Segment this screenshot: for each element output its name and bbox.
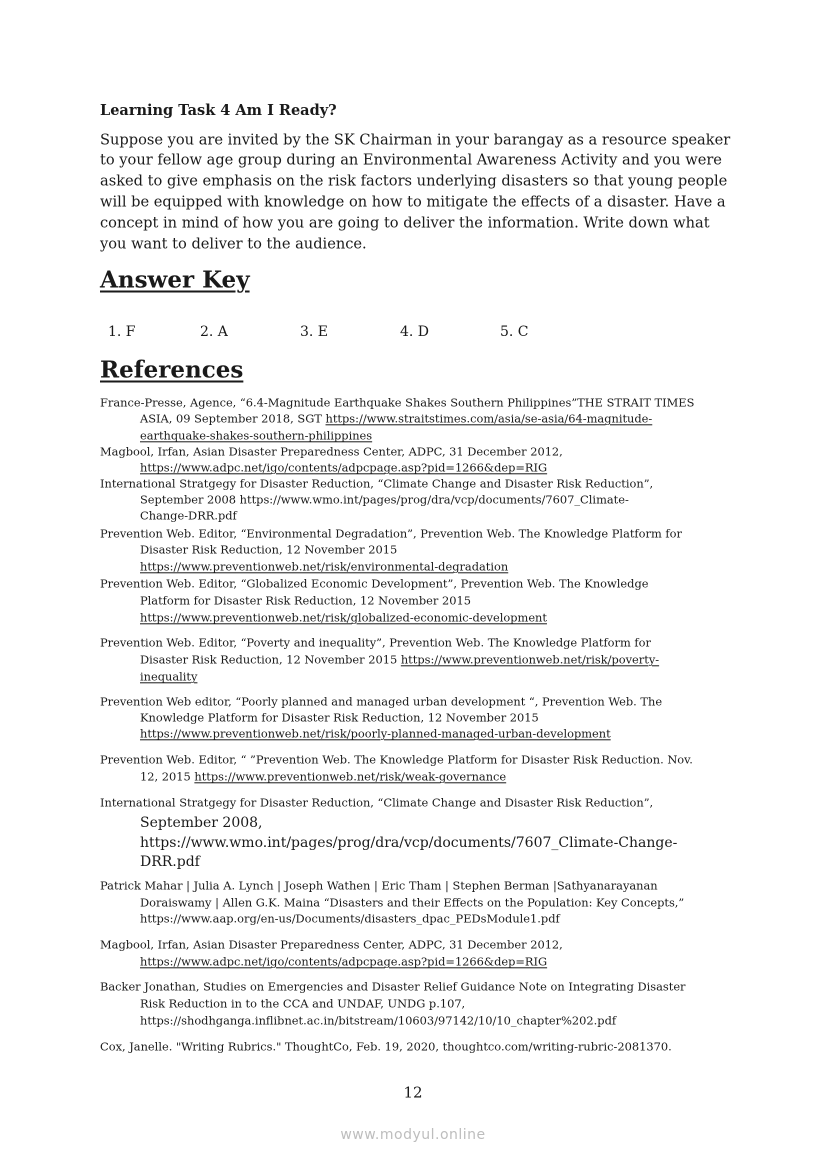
- reference-text: International Stratgegy for Disaster Reduction, “Climate Change and Disaster Risk Reduction”,: [100, 795, 654, 810]
- reference-line: [140, 430, 372, 441]
- references-heading: References: [100, 356, 244, 384]
- reference-text: DRR.pdf: [140, 854, 200, 870]
- reference-line: [140, 494, 629, 505]
- reference-text: Cox, Janelle. "Writing Rubrics." ThoughtCo, Feb. 19, 2020, thoughtco.com/writing-rubric-2081370.: [100, 1039, 672, 1054]
- paragraph-line: to your fellow age group during an Environmental Awareness Activity and you were: [100, 151, 722, 169]
- reference-line: [100, 446, 563, 457]
- reference-line: [140, 544, 397, 555]
- reference-text: Patrick Mahar | Julia A. Lynch | Joseph Wathen | Eric Tham | Stephen Berman |Sathyanarayanan: [100, 878, 658, 893]
- paragraph-line: you want to deliver to the audience.: [100, 235, 367, 253]
- reference-text: Disaster Risk Reduction, 12 November 2015: [140, 542, 398, 557]
- reference-line: [140, 595, 471, 606]
- watermark: www.modyul.online: [340, 1127, 486, 1143]
- answer-item: 2. A: [200, 324, 228, 340]
- reference-line: [140, 671, 197, 682]
- reference-link[interactable]: https://www.preventionweb.net/risk/poverty-: [400, 652, 660, 667]
- reference-text: Doraiswamy | Allen G.K. Maina “Disasters and their Effects on the Population: Key Concepts,”: [140, 895, 685, 910]
- reference-line: [100, 696, 662, 707]
- reference-link[interactable]: https://www.preventionweb.net/risk/environmental-degradation: [140, 559, 509, 574]
- reference-line: [100, 528, 682, 539]
- reference-line: [100, 1041, 672, 1052]
- reference-line: [140, 561, 508, 572]
- reference-line: [140, 816, 263, 830]
- reference-text: https://shodhganga.inflibnet.ac.in/bitstream/10603/97142/10/10_chapter%202.pdf: [140, 1013, 617, 1028]
- answer-item: 1. F: [108, 324, 136, 340]
- reference-text: September 2008,: [140, 815, 263, 831]
- answer-key-heading: Answer Key: [100, 266, 250, 294]
- reference-line: [100, 754, 693, 765]
- paragraph-line: asked to give emphasis on the risk factors underlying disasters so that young people: [100, 172, 728, 190]
- answer-item: 3. E: [300, 324, 329, 340]
- reference-text: September 2008 https://www.wmo.int/pages/prog/dra/vcp/documents/7607_Climate-: [140, 492, 629, 507]
- reference-line: [100, 578, 648, 589]
- reference-text: 12, 2015: [140, 769, 195, 784]
- reference-line: [140, 956, 547, 967]
- reference-link[interactable]: https://www.preventionweb.net/risk/weak-governance: [194, 769, 507, 784]
- reference-line: [140, 728, 611, 739]
- reference-text: Backer Jonathan, Studies on Emergencies and Disaster Relief Guidance Note on Integrating Disaster: [100, 979, 686, 994]
- reference-line: [140, 510, 237, 521]
- reference-line: [140, 654, 659, 665]
- reference-text: ASIA, 09 September 2018, SGT: [140, 411, 326, 426]
- answer-item: 4. D: [400, 324, 430, 340]
- reference-text: Prevention Web. Editor, “Environmental Degradation”, Prevention Web. The Knowledge Platform for: [100, 526, 682, 541]
- reference-link[interactable]: inequality: [140, 669, 198, 684]
- reference-link[interactable]: https://www.straitstimes.com/asia/se-asia/64-magnitude-: [325, 411, 653, 426]
- reference-link[interactable]: https://www.preventionweb.net/risk/poorly-planned-managed-urban-development: [140, 726, 611, 741]
- reference-text: Prevention Web. Editor, “Poverty and inequality”, Prevention Web. The Knowledge Platform for: [100, 635, 651, 650]
- page-number: 12: [403, 1083, 423, 1102]
- paragraph-line: concept in mind of how you are going to deliver the information. Write down what: [100, 214, 710, 232]
- reference-text: Magbool, Irfan, Asian Disaster Preparedness Center, ADPC, 31 December 2012,: [100, 444, 563, 459]
- reference-text: Prevention Web. Editor, “Globalized Economic Development”, Prevention Web. The Knowledge: [100, 576, 649, 591]
- reference-link[interactable]: https://www.preventionweb.net/risk/globalized-economic-development: [140, 610, 547, 625]
- reference-line: [140, 612, 547, 623]
- reference-line: [140, 1015, 616, 1026]
- reference-line: [140, 998, 465, 1009]
- reference-line: [140, 913, 560, 924]
- reference-text: Platform for Disaster Risk Reduction, 12 November 2015: [140, 593, 471, 608]
- reference-line: [100, 797, 653, 808]
- reference-line: [100, 478, 653, 489]
- reference-line: [140, 836, 677, 850]
- reference-line: [100, 397, 694, 408]
- reference-text: Magbool, Irfan, Asian Disaster Preparedness Center, ADPC, 31 December 2012,: [100, 937, 563, 952]
- reference-line: [140, 855, 200, 869]
- reference-line: [140, 413, 652, 424]
- reference-text: Knowledge Platform for Disaster Risk Reduction, 12 November 2015: [140, 710, 539, 725]
- reference-text: Prevention Web editor, “Poorly planned and managed urban development “, Prevention Web. The: [100, 694, 663, 709]
- paragraph-line: will be equipped with knowledge on how to mitigate the effects of a disaster. Have a: [100, 193, 726, 211]
- reference-link[interactable]: https://www.adpc.net/igo/contents/adpcpage.asp?pid=1266&dep=RIG: [140, 954, 548, 969]
- reference-text: International Stratgegy for Disaster Reduction, “Climate Change and Disaster Risk Reduction”,: [100, 476, 654, 491]
- reference-text: Prevention Web. Editor, “ ”Prevention Web. The Knowledge Platform for Disaster Risk Reduction. Nov.: [100, 752, 693, 767]
- reference-text: https://www.wmo.int/pages/prog/dra/vcp/documents/7607_Climate-Change-: [140, 835, 678, 851]
- answer-item: 5. C: [500, 324, 529, 340]
- reference-text: https://www.aap.org/en-us/Documents/disasters_dpac_PEDsModule1.pdf: [140, 911, 560, 926]
- reference-line: [140, 462, 547, 473]
- reference-text: Disaster Risk Reduction, 12 November 2015: [140, 652, 401, 667]
- reference-line: [100, 637, 651, 648]
- reference-text: France-Presse, Agence, “6.4-Magnitude Earthquake Shakes Southern Philippines”THE STRAIT TIMES: [100, 395, 695, 410]
- reference-link[interactable]: earthquake-shakes-southern-philippines: [140, 428, 373, 443]
- reference-line: [140, 712, 539, 723]
- reference-line: [100, 939, 563, 950]
- reference-text: Risk Reduction in to the CCA and UNDAF, UNDG p.107,: [140, 996, 466, 1011]
- paragraph-line: Suppose you are invited by the SK Chairman in your barangay as a resource speaker: [100, 131, 731, 149]
- reference-line: [100, 981, 686, 992]
- reference-text: Change-DRR.pdf: [140, 508, 237, 523]
- learning-task-title: Learning Task 4 Am I Ready?: [100, 101, 337, 119]
- reference-line: [140, 897, 684, 908]
- reference-link[interactable]: https://www.adpc.net/igo/contents/adpcpage.asp?pid=1266&dep=RIG: [140, 460, 548, 475]
- reference-line: [140, 771, 506, 782]
- reference-line: [100, 880, 658, 891]
